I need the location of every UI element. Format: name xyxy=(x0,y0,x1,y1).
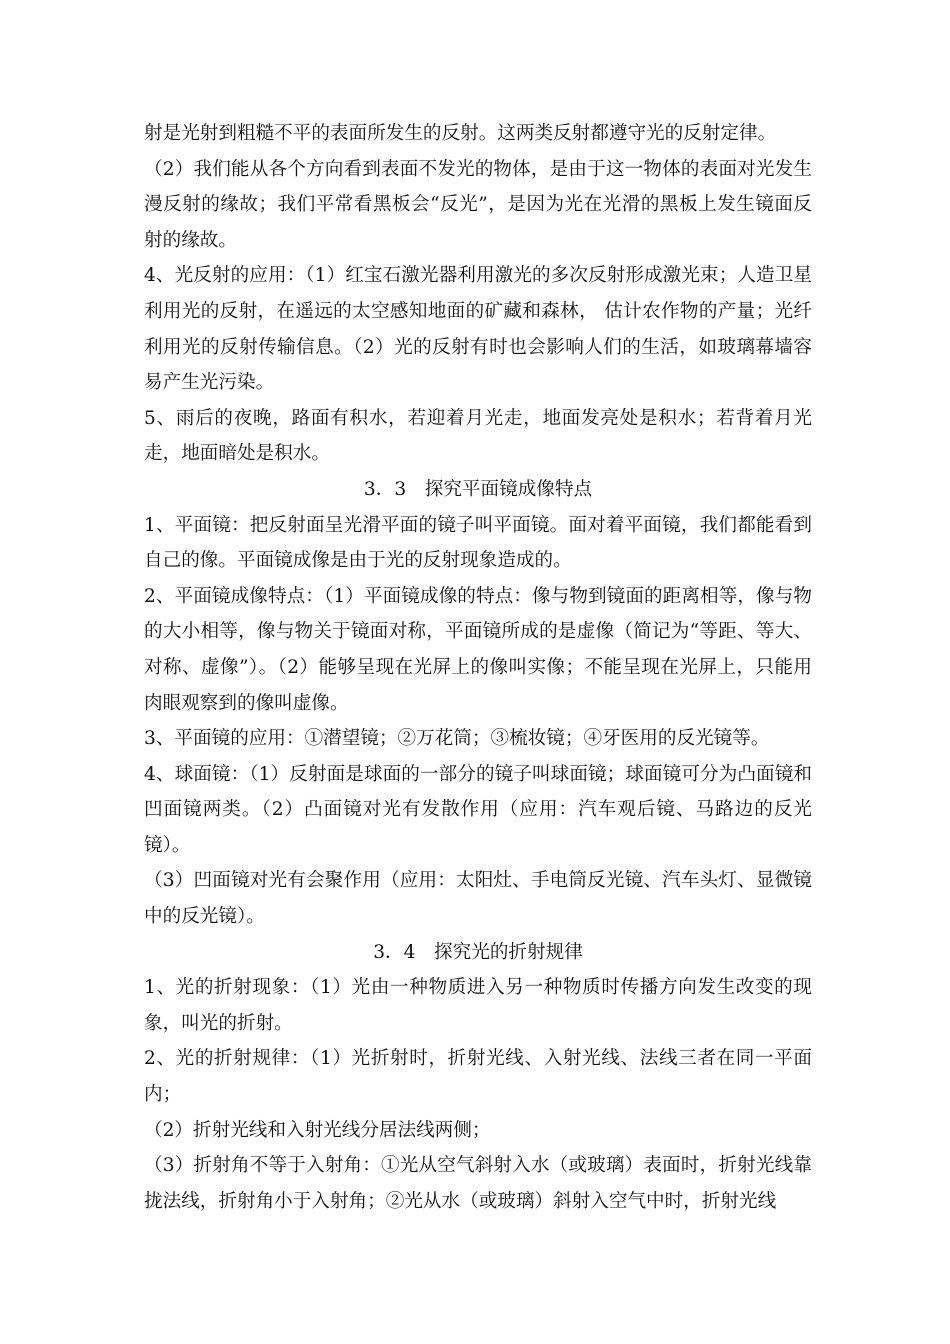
section-heading-3-3: 3．3 探究平面镜成像特点 xyxy=(363,478,593,500)
paragraph-plane-mirror: 1、平面镜：把反射面呈光滑平面的镜子叫平面镜。面对着平面镜，我们都能看到自己的像。平面镜成像是由于光的反射现象造成的。 xyxy=(144,514,812,572)
paragraph-refraction-law-3: （3）折射角不等于入射角：①光从空气斜射入水（或玻璃）表面时，折射光线靠拢法线，折射角小于入射角；②光从水（或玻璃）斜射入空气中时，折射光线 xyxy=(144,1155,812,1212)
paragraph-concave-mirror: （3）凹面镜对光有会聚作用（应用：太阳灶、手电筒反光镜、汽车头灯、显微镜中的反光镜）。 xyxy=(144,870,812,928)
paragraph-plane-mirror-applications: 3、平面镜的应用：①潜望镜；②万花筒；③梳妆镜；④牙医用的反光镜等。 xyxy=(144,728,770,750)
paragraph-diffuse-reflection: （2）我们能从各个方向看到表面不发光的物体，是由于这一物体的表面对光发生漫反射的缘故；我们平常看黑板会“反光”，是因为光在光滑的黑板上发生镜面反射的缘故。 xyxy=(144,158,812,251)
document-page xyxy=(144,116,812,1219)
paragraph-reflection-applications: 4、光反射的应用：（1）红宝石激光器利用激光的多次反射形成激光束；人造卫星利用光的反射，在遥远的太空感知地面的矿藏和森林， 估计农作物的产量；光纤利用光的反射传输信息。（2）光的反射有时也会影响人们的生活，如玻璃幕墙容易产生光污染。 xyxy=(144,265,812,394)
paragraph-night-water: 5、雨后的夜晚，路面有积水，若迎着月光走，地面发亮处是积水；若背着月光走，地面暗处是积水。 xyxy=(144,407,812,465)
paragraph-refraction-phenomenon: 1、光的折射现象：（1）光由一种物质进入另一种物质时传播方向发生改变的现象，叫光的折射。 xyxy=(144,977,812,1034)
paragraph-refraction-law: 2、光的折射规律：（1）光折射时，折射光线、入射光线、法线三者在同一平面内； xyxy=(144,1048,812,1106)
paragraph-spherical-mirror: 4、球面镜：（1）反射面是球面的一部分的镜子叫球面镜；球面镜可分为凸面镜和凹面镜两类。（2）凸面镜对光有发散作用（应用：汽车观后镜、马路边的反光镜）。 xyxy=(144,763,812,856)
paragraph-plane-mirror-features: 2、平面镜成像特点：（1）平面镜成像的特点：像与物到镜面的距离相等，像与物的大小相等，像与物关于镜面对称，平面镜所成的是虚像（简记为“等距、等大、对称、虚像”）。（2）能够呈现在光屏上的像叫实像；不能呈现在光屏上，只能用肉眼观察到的像叫虚像。 xyxy=(144,585,812,714)
paragraph-reflection-continuation: 射是光射到粗糙不平的表面所发生的反射。这两类反射都遵守光的反射定律。 xyxy=(144,123,777,144)
section-heading-3-4: 3．4 探究光的折射规律 xyxy=(373,941,583,963)
paragraph-refraction-law-2: （2）折射光线和入射光线分居法线两侧； xyxy=(144,1119,491,1141)
